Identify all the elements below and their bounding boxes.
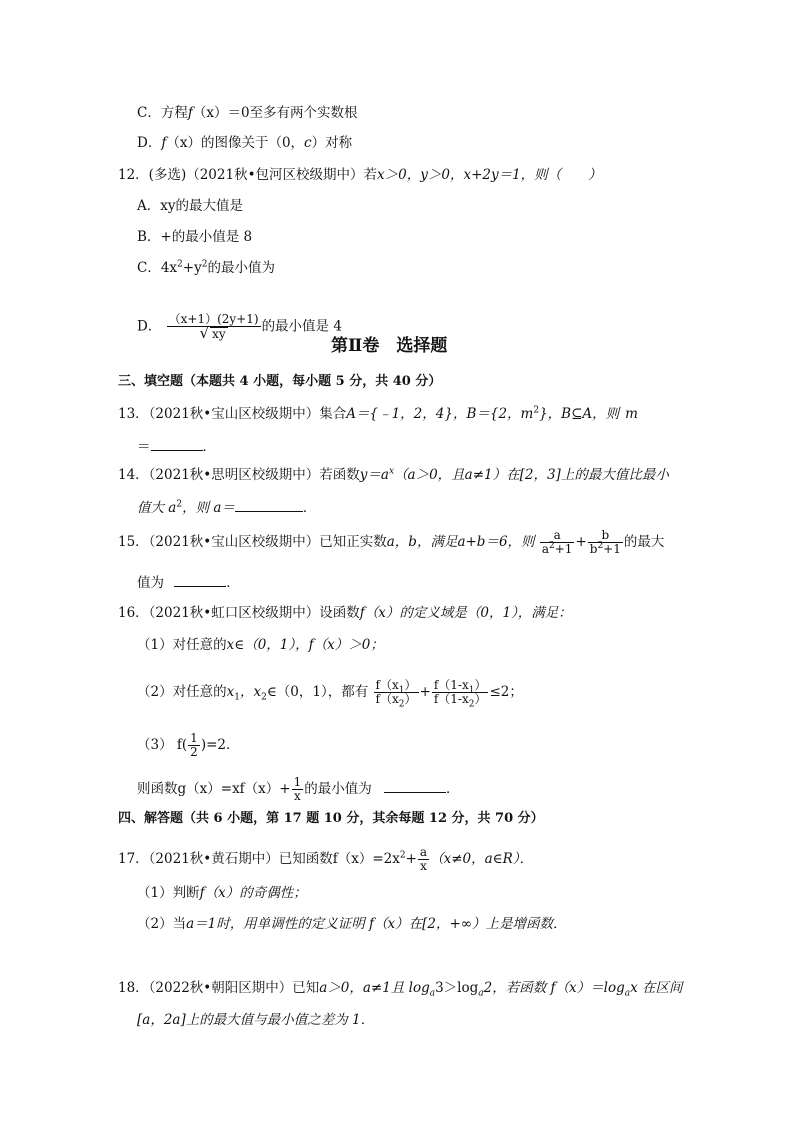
part3-heading: 三、填空题（本题共 4 小题，每小题 5 分，共 40 分） (118, 374, 442, 389)
q14-line2: 值大 $a^2$，则 a＝ ． (137, 497, 316, 517)
q15-fraction-a: $\frac{a}{a^2+1}$ (541, 528, 573, 556)
q18-line1: 18．（2022秋•朝阳区期中）已知a＞0，a≠1且 $\log_a3>\log_a2$，若函数 $f(x)=\log_ax$ 在区间 (118, 980, 683, 999)
q16-fraction-2: $\frac{f(1-x_1)}{f(1-x_2)}$ (433, 678, 487, 710)
q12-option-a: A．xy的最大值是 (137, 198, 243, 214)
q15-fraction-b: $\frac{b}{b^2+1}$ (589, 528, 621, 556)
q16-half-fraction: $\frac{1}{2}$ (190, 731, 198, 759)
q11-option-d: D．f（x）的图像关于（0，c）对称 (137, 135, 353, 151)
q14-answer-blank[interactable] (235, 497, 303, 512)
q16-condition-3: （3） f( $\frac{1}{2}$ )=2． (137, 731, 240, 759)
q13-answer-blank[interactable] (151, 436, 203, 451)
q13-line1: 13．（2021秋•宝山区校级期中）集合A＝{﹣1，2，4}，B＝{2，$m^2$}，B⊆A，则 m (118, 405, 638, 422)
q18-line2: [a，2a]上的最大值与最小值之差为 1． (137, 1012, 375, 1028)
q16-question: 则函数g（x）=xf（x）+ $\frac{1}{x}$ 的最小值为 ． (137, 775, 460, 803)
q12-option-b: B．+的最小值是 8 (137, 229, 253, 245)
q16-answer-blank[interactable] (384, 778, 446, 793)
q14-line1: 14．（2021秋•思明区校级期中）若函数$y=a^x(a>0$，且a≠1）在[2，3]上的最大值比最小 (118, 466, 669, 483)
q16-line1: 16．（2021秋•虹口区校级期中）设函数f（x）的定义域是（0，1），满足： (118, 605, 572, 621)
q16-condition-2: （2）对任意的$x_1$，$x_2\in(0$，1），都有 $\frac{f(x_1)}{f(x_2)}$ + $\frac{f(1-x_1)}{f(1-x_2)}$ ≤2； (137, 678, 523, 710)
q17-subquestion-1: （1）判断f（x）的奇偶性； (137, 885, 307, 901)
q16-fraction-1: $\frac{f(x_1)}{f(x_2)}$ (375, 678, 417, 710)
q12-d-fraction: $\frac{(x+1)(2y+1)}{√ xy}$ (168, 312, 259, 342)
q11-option-c: C．方程f（x）＝0至多有两个实数根 (137, 105, 358, 121)
q15-line1: 15．（2021秋•宝山区校级期中）已知正实数a，b，满足a+b＝6，则 $\frac{a}{a^2+1}$ + $\frac{b}{b^2+1}$ 的最大 (118, 528, 665, 556)
q17-fraction: $\frac{a}{x}$ (419, 845, 428, 873)
q12-stem: 12．(多选)（2021秋•包河区校级期中）若x＞0，y＞0，x+2y＝1，则（ ） (118, 167, 602, 183)
q12-option-c: C．$4x^2+y^2$的最小值为 (137, 259, 275, 276)
section-title: 第Ⅱ卷 选择题 (331, 336, 448, 356)
q12-option-d: D． $\frac{(x+1)(2y+1)}{√ xy}$ 的最小值是 4 (137, 312, 342, 342)
q16-g-fraction: $\frac{1}{x}$ (293, 775, 302, 803)
q15-answer-blank[interactable] (174, 572, 226, 587)
q16-condition-1: （1）对任意的x∈（0，1），f（x）＞0； (137, 637, 384, 653)
q17-subquestion-2: （2）当a＝1时，用单调性的定义证明 f（x）在[2，+∞）上是增函数． (137, 916, 567, 932)
q13-line2: ＝ ． (137, 436, 216, 456)
q15-line2: 值为 ． (137, 572, 240, 592)
part4-heading: 四、解答题（共 6 小题，第 17 题 10 分，其余每题 12 分，共 70 分） (118, 811, 544, 826)
q17-line1: 17．（2021秋•黄石期中）已知函数$f(x)=2x^2+$ $\frac{a}{x}$ （x≠0，a∈R）． (118, 845, 534, 873)
